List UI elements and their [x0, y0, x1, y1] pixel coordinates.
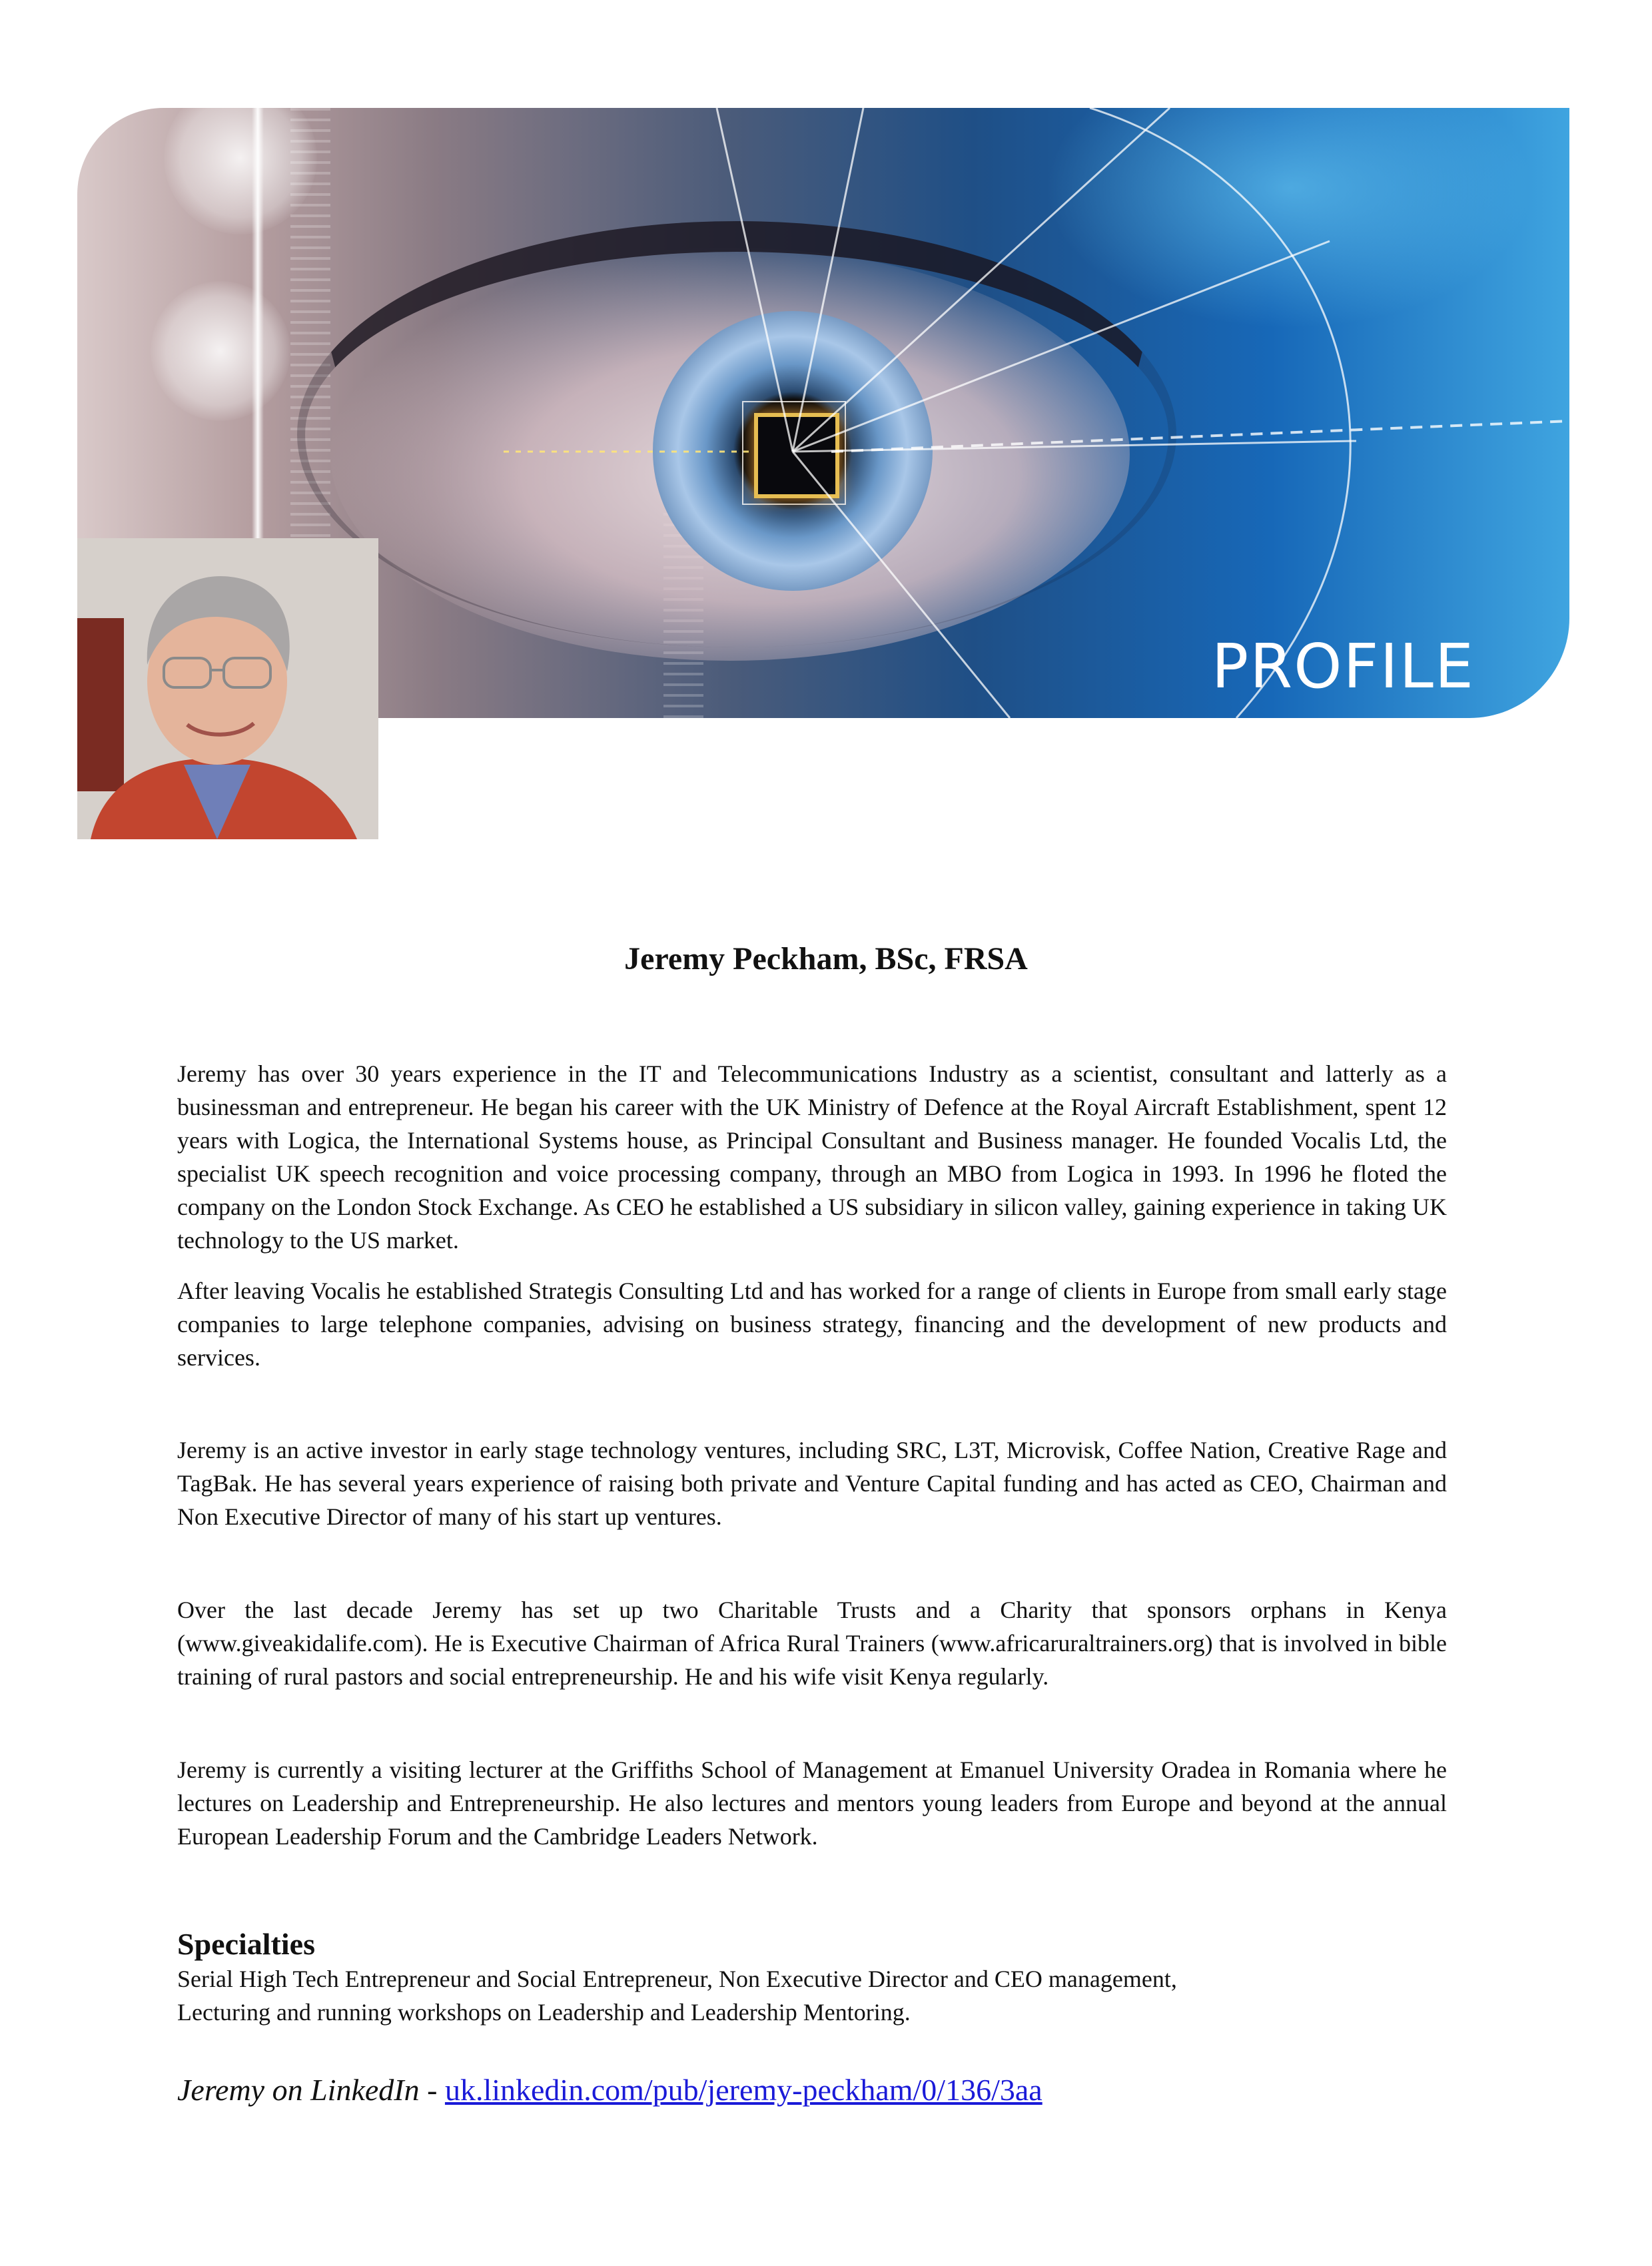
bio-paragraph-lecturing: Jeremy is currently a visiting lecturer at the Griffiths School of Management at Emanuel University Oradea in Romania where he lectures on Leadership and Entrepreneurship. He also lectures and mentors young leaders from Europe and beyond at the annual European Leadership Forum and the Cambridge Leaders Network.	[177, 1756, 1447, 1850]
bio-paragraph-investing: Jeremy is an active investor in early stage technology ventures, including SRC, L3T, Microvisk, Coffee Nation, Creative Rage and TagBak. He has several years experience of raising both private and Venture Capital funding and has acted as CEO, Chairman and Non Executive Director of many of his start up ventures.	[177, 1437, 1447, 1530]
linkedin-separator: -	[419, 2073, 445, 2107]
specialties-line: Lecturing and running workshops on Leadership and Leadership Mentoring.	[177, 1999, 911, 2026]
linkedin-label: Jeremy on LinkedIn	[177, 2073, 420, 2107]
profile-name: Jeremy Peckham, BSc, FRSA	[624, 941, 1028, 976]
portrait-illustration	[77, 538, 378, 839]
linkedin-line	[177, 2070, 1042, 2110]
bio-paragraph-charity: Over the last decade Jeremy has set up two Charitable Trusts and a Charity that sponsors orphans in Kenya (www.giveakidalife.com). He is Executive Chairman of Africa Rural Trainers (www.africaruraltrainers.org) that is involved in bible training of rural pastors and social entrepreneurship. He and his wife visit Kenya regularly.	[177, 1597, 1447, 1690]
profile-photo	[77, 538, 378, 839]
banner-title: PROFILE	[1211, 631, 1475, 702]
bio-paragraph-career: Jeremy has over 30 years experience in the IT and Telecommunications Industry as a scientist, consultant and latterly as a businessman and entrepreneur. He began his career with the UK Ministry of Defence at the Royal Aircraft Establishment, spent 12 years with Logica, the International Systems house, as Principal Consultant and Business manager. He founded Vocalis Ltd, the specialist UK speech recognition and voice processing company, through an MBO from Logica in 1993. In 1996 he floted the company on the London Stock Exchange. As CEO he established a US subsidiary in silicon valley, gaining experience in taking UK technology to the US market.	[177, 1060, 1447, 1254]
bio-paragraph-consulting: After leaving Vocalis he established Strategis Consulting Ltd and has worked for a range of clients in Europe from small early stage companies to large telephone companies, advising on business strategy, financing and the development of new products and services.	[177, 1278, 1447, 1371]
linkedin-link[interactable]: uk.linkedin.com/pub/jeremy-peckham/0/136/3aa	[444, 2073, 1042, 2107]
specialties-heading: Specialties	[177, 1927, 315, 1961]
specialties-line: Serial High Tech Entrepreneur and Social Entrepreneur, Non Executive Director and CEO management,	[177, 1966, 1177, 1992]
specialties-text	[177, 1962, 1177, 2029]
